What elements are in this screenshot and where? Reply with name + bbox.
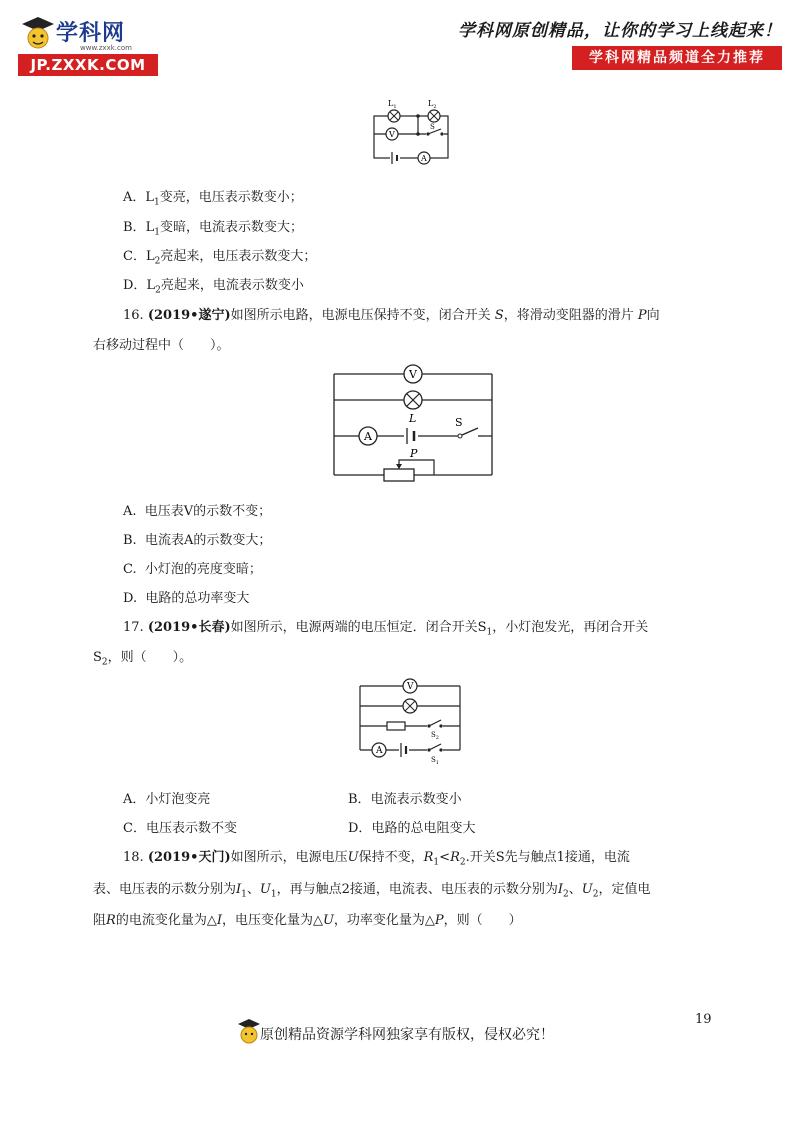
q15-option-b[interactable]: B．$L_1$变暗，电流表示数变大； — [123, 220, 303, 238]
q16-label-l: L — [409, 412, 417, 425]
q17-label-s1: $S_1$ — [431, 756, 439, 766]
q17-label-s2: $S_2$ — [431, 731, 439, 741]
header-slogan: 学科网原创精品，让你的学习上线起来！ — [458, 21, 782, 41]
q18-stem-line1: 18. (2019•天门)如图所示，电源电压U保持不变，$R_1<R_2$.开关S先与触点1接通，电流 — [123, 850, 630, 868]
q15-label-s: S — [430, 123, 435, 131]
q17-option-c[interactable]: C．电压表示数不变 — [123, 821, 237, 836]
logo-url[interactable]: JP.ZXXK.COM — [18, 54, 158, 76]
q16-label-v: V — [409, 368, 417, 381]
page-number: 19 — [695, 1012, 712, 1027]
logo-subtext: www.zxxk.com — [80, 44, 132, 52]
q17-label-a: A — [376, 746, 383, 756]
q15-label-a: A — [421, 154, 427, 163]
q16-stem-line2: 右移动过程中（ ）。 — [93, 338, 230, 353]
q15-option-a[interactable]: A．$L_1$变亮，电压表示数变小； — [123, 190, 303, 208]
graduate-mascot-icon — [18, 12, 58, 54]
q16-label-s: S — [455, 416, 463, 429]
site-logo — [18, 12, 158, 76]
footer-mascot-icon — [236, 1016, 262, 1046]
q15-label-l1: $L_1$ — [388, 99, 397, 110]
q17-label-v: V — [407, 682, 414, 692]
q15-circuit-diagram — [368, 96, 458, 170]
q17-option-b[interactable]: B．电流表示数变小 — [348, 792, 462, 807]
q16-option-b[interactable]: B. 电流表A的示数变大； — [123, 533, 272, 548]
q15-option-d[interactable]: D．$L_2$亮起来，电流表示数变小 — [123, 278, 304, 296]
q16-option-c[interactable]: C. 小灯泡的亮度变暗； — [123, 562, 262, 577]
q16-option-d[interactable]: D. 电路的总功率变大 — [123, 591, 250, 606]
q16-stem-line1: 16. (2019•遂宁)如图所示电路，电源电压保持不变，闭合开关 S，将滑动变阻器的滑片 P向 — [123, 308, 660, 323]
q15-label-l2: $L_2$ — [428, 99, 437, 110]
q16-label-p: P — [410, 447, 418, 460]
q16-label-a: A — [364, 430, 372, 443]
q17-circuit-diagram — [355, 674, 465, 768]
q17-stem-line2: $S_2$，则（ ）。 — [93, 650, 193, 668]
q18-stem-line3: 阻R的电流变化量为△I，电压变化量为△U，功率变化量为△P，则（ ） — [93, 913, 522, 928]
channel-banner: 学科网精品频道全力推荐 — [572, 46, 782, 70]
q15-label-v: V — [389, 130, 395, 139]
q16-option-a[interactable]: A. 电压表V的示数不变； — [123, 504, 272, 519]
q15-option-c[interactable]: C．$L_2$亮起来，电压表示数变大； — [123, 249, 317, 267]
q18-stem-line2: 表、电压表的示数分别为$I_1$、$U_1$，再与触点2接通，电流表、电压表的示数分别为$I_2$、$U_2$，定值电 — [93, 882, 651, 900]
q17-option-a[interactable]: A．小灯泡变亮 — [123, 792, 211, 807]
q17-option-d[interactable]: D．电路的总电阻变大 — [348, 821, 476, 836]
q16-circuit-diagram — [330, 360, 496, 482]
copyright-notice: 原创精品资源学科网独家享有版权，侵权必究！ — [260, 1027, 554, 1043]
q17-stem-line1: 17. (2019•长春)如图所示，电源两端的电压恒定．闭合开关$S_1$，小灯泡发光，再闭合开关 — [123, 620, 649, 638]
logo-text: 学科网 — [56, 21, 126, 46]
